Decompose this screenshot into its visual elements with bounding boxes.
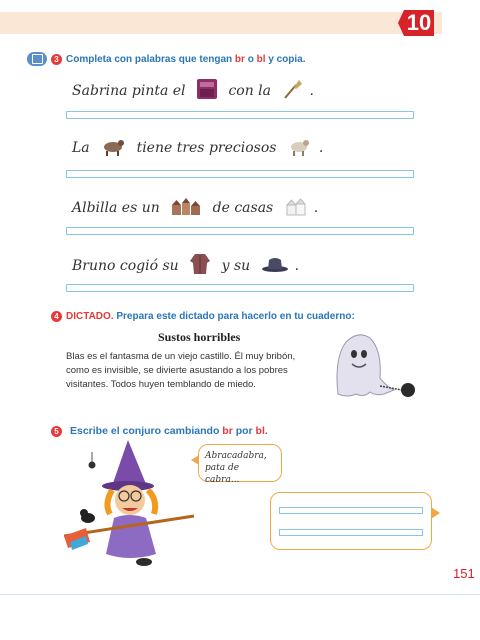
coat-icon	[189, 252, 211, 280]
unit-number-badge: 10	[404, 10, 434, 36]
answer-line-1[interactable]	[279, 507, 423, 514]
activity-4-number: 4	[51, 311, 62, 322]
spell-line-2: pata de cabra...	[205, 463, 240, 485]
spell-line-1: Abracadabra,	[205, 451, 267, 461]
bottom-rule	[0, 594, 480, 595]
dictation-title: Sustos horribles	[158, 330, 241, 344]
sentence-4: Bruno cogió su y su .	[72, 252, 299, 280]
answer-line-2[interactable]	[279, 529, 423, 536]
activity-4-instruction: DICTADO. Prepara este dictado para hacerlo en tu cuaderno:	[66, 311, 355, 322]
village-icon	[170, 195, 202, 221]
witch-illustration	[64, 438, 198, 570]
goat-icon	[100, 135, 126, 161]
page-number: 151	[453, 566, 475, 581]
ghost-illustration	[324, 328, 420, 400]
answer-speech-bubble	[270, 492, 432, 550]
goats-icon	[287, 135, 313, 161]
stove-icon	[196, 78, 218, 104]
writing-line-2[interactable]	[66, 170, 414, 178]
header-band	[0, 12, 442, 34]
sentence-3: Albilla es un de casas .	[72, 195, 318, 221]
white-houses-icon	[284, 195, 308, 221]
brush-icon	[281, 78, 303, 104]
dictation-text: Blas es el fantasma de un viejo castillo. Él muy bribón, como es invisible, se divierte asustando a los pobres visitantes. Todos huyen temblando de miedo.	[66, 351, 296, 390]
activity-5-instruction: Escribe el conjuro cambiando br por bl.	[70, 425, 268, 437]
activity-3-instruction: Completa con palabras que tengan br o bl y copia.	[66, 54, 306, 65]
writing-line-3[interactable]	[66, 227, 414, 235]
sentence-2: La tiene tres preciosos .	[72, 135, 323, 161]
activity-book-icon	[27, 52, 47, 66]
writing-line-1[interactable]	[66, 111, 414, 119]
writing-line-4[interactable]	[66, 284, 414, 292]
activity-5-number: 5	[51, 426, 62, 437]
activity-3-number: 3	[51, 54, 62, 65]
spell-speech-bubble	[198, 444, 282, 485]
sentence-1: Sabrina pinta el con la .	[72, 78, 314, 104]
hat-icon	[261, 254, 289, 278]
